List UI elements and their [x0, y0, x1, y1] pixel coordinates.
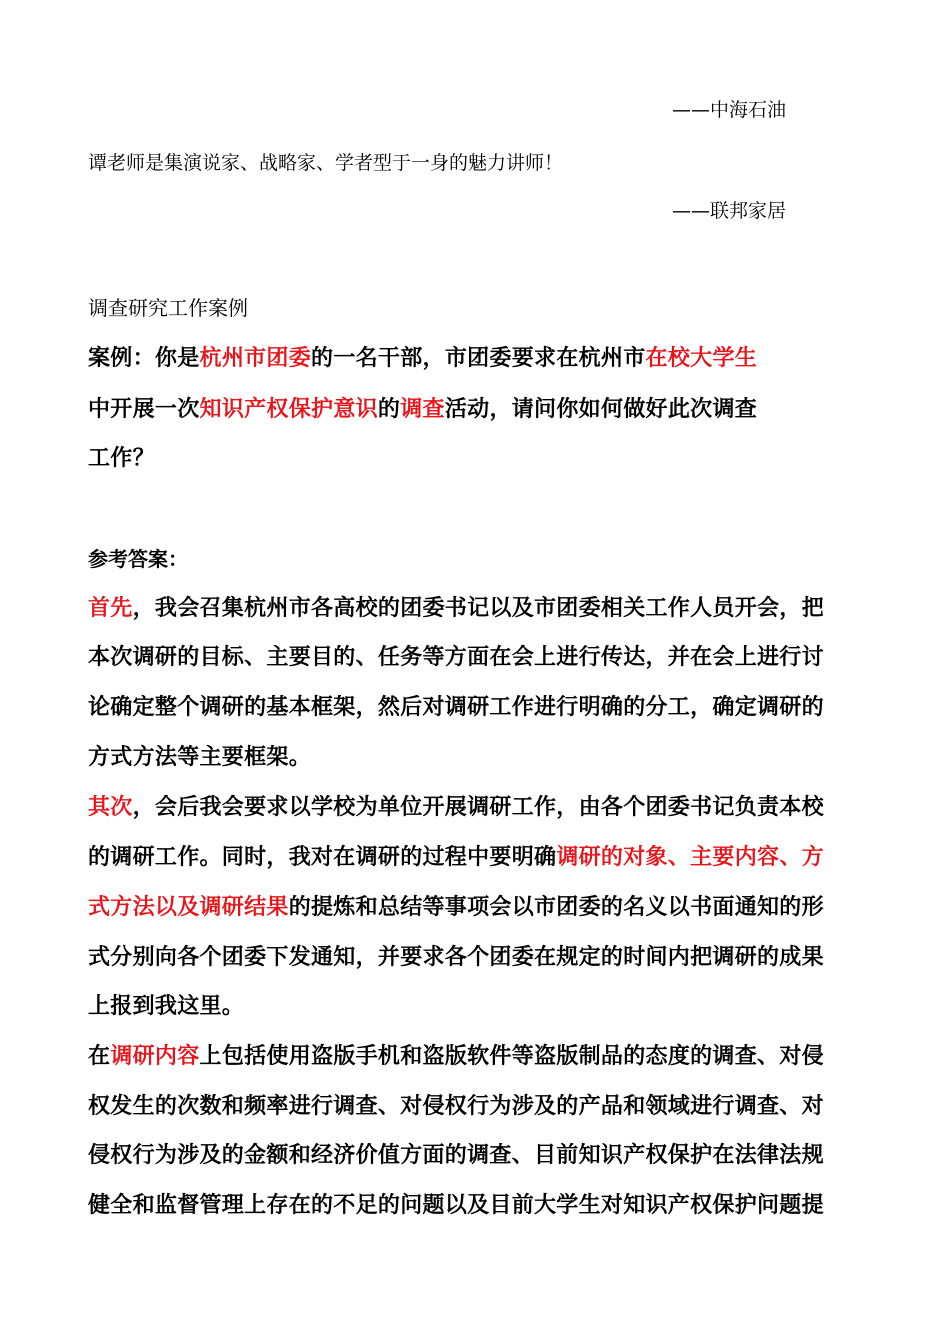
answer-line: 方式方法等主要框架。 [88, 745, 312, 770]
attribution-1: ——中海石油 [672, 99, 787, 121]
answer-line: 本次调研的目标、主要目的、任务等方面在会上进行传达，并在会上进行讨 [88, 645, 824, 670]
answer-line: 健全和监督管理上存在的不足的问题以及目前大学生对知识产权保护问题提 [88, 1193, 824, 1218]
case-line-3 [88, 441, 155, 472]
answer-text: ，会后我会要求以学校为单位开展调研工作，由各个团委书记负责本校 [132, 795, 824, 820]
first-label: 首先 [88, 596, 133, 621]
answer-line [88, 591, 824, 622]
answer-text: 的提炼和总结等事项会以市团委的名义以书面通知的形 [288, 895, 824, 920]
answer-line: 权发生的次数和频率进行调查、对侵权行为涉及的产品和领域进行调查、对 [88, 1094, 824, 1119]
answer-text: 的调研工作。同时，我对在调研的过程中要明确 [88, 845, 557, 870]
answer-line: 论确定整个调研的基本框架，然后对调研工作进行明确的分工，确定调研的 [88, 695, 824, 720]
case-text: 案例：你是 [88, 346, 200, 371]
case-text: 活动，请问你如何做好此次调查 [444, 397, 758, 422]
answer-line [88, 1039, 824, 1070]
case-text: 中开展一次 [88, 397, 200, 422]
answer-text: 在 [88, 1044, 111, 1069]
case-highlight: 知识产权保护意识 [199, 397, 378, 422]
case-text: 的一名干部，市团委要求在杭州市 [311, 346, 646, 371]
case-text: 工作？ [88, 446, 155, 471]
case-line-1 [88, 341, 757, 372]
attribution-2: ——联邦家居 [672, 200, 787, 222]
answer-line [88, 840, 824, 871]
answer-highlight: 调研的对象、主要内容、方 [556, 845, 824, 870]
answer-line: 上报到我这里。 [88, 994, 245, 1019]
answer-line [88, 890, 824, 921]
answer-highlight: 式方法以及调研结果 [88, 895, 289, 920]
case-line-2 [88, 392, 757, 423]
case-text: 的 [377, 397, 401, 422]
case-highlight: 调查 [400, 397, 445, 422]
answer-heading: 参考答案： [88, 547, 188, 571]
case-highlight: 杭州市团委 [199, 346, 312, 371]
answer-text: ，我会召集杭州市各高校的团委书记以及市团委相关工作人员开会，把 [132, 596, 824, 621]
answer-line [88, 790, 824, 821]
content-label: 调研内容 [110, 1044, 200, 1069]
case-highlight: 在校大学生 [645, 346, 758, 371]
second-label: 其次 [88, 795, 133, 820]
endorsement-quote: 谭老师是集演说家、战略家、学者型于一身的魅力讲师！ [88, 152, 564, 174]
answer-text: 上包括使用盗版手机和盗版软件等盗版制品的态度的调查、对侵 [199, 1044, 824, 1069]
answer-line: 式分别向各个团委下发通知，并要求各个团委在规定的时间内把调研的成果 [88, 945, 824, 970]
case-heading: 调查研究工作案例 [88, 296, 248, 320]
answer-line: 侵权行为涉及的金额和经济价值方面的调查、目前知识产权保护在法律法规 [88, 1143, 824, 1168]
